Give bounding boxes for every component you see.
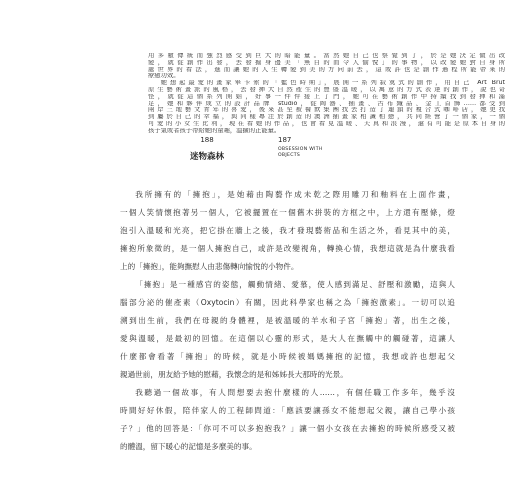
text-line: 溯到出生前，我們在母親的身體裡，是被溫暖的羊水和子宮「擁抱」著，出生之後， bbox=[120, 316, 455, 325]
text-line: 腦部分泌的催產素（Oxytocin）有關，因此科學家也稱之為「擁抱激素」。一切可以追 bbox=[120, 298, 455, 307]
text-line: 孩子氣或者孩子帶給她的童趣，溫擴的正能量。 bbox=[148, 127, 281, 134]
right-page-number: 187 bbox=[278, 136, 292, 144]
text-line: 她想起最愛的畫家畢卡索的「藍色時期」，展開一系列寂寞式的創作，用自己 Art Brut bbox=[160, 80, 505, 87]
text-line: 療癒功效。 bbox=[148, 73, 180, 80]
text-line: 親過世前，朋友給予她的慰藉，我懷念的是和姊姊長大那時的光景。 bbox=[120, 370, 348, 379]
text-line: 愛與溫暖，是最初的回憶。在這個以心靈的形式，是大人在撫觸中的觸碰著，這讓人 bbox=[120, 334, 455, 343]
text-line: 用多數傳統而強烈感受到巨大的暗能量。當然她自己也察覺到了，於是她決定做出改 bbox=[148, 53, 505, 59]
lower-text-block bbox=[120, 186, 455, 456]
text-line: 怪，就從這個系列開始，好事一件件接上了門，她可在藝術創作中持續找到發揮和滿 bbox=[148, 93, 505, 100]
right-running-head-line: OBJECTS bbox=[278, 153, 301, 159]
text-line: 什麼都會看著「擁抱」的時候，就是小時候被媽媽擁抱的記憶，我想或許也想起父 bbox=[120, 352, 455, 361]
text-line: 足，她和夥伴成立的設計品牌 studio，從陶器、插畫、古布織品、金工首飾……都受到 bbox=[148, 100, 505, 107]
upper-text-block bbox=[148, 53, 505, 135]
text-line: 「擁抱」是一種感官的姿態，觸動情緒、愛慕，使人感到滿足、舒壓和激勵，這與人 bbox=[135, 280, 455, 289]
text-line: 時間好好休假，陪伴家人的工程師問道：「應該要讓孫女不能想起父親，讓自己學小孩 bbox=[120, 406, 455, 415]
text-line: 處世界的看法，進而讓她的人生轉變到美的方向前去，這或許也是創作過程所能帶來的 bbox=[148, 66, 505, 73]
text-line: 兩岸三地藝文青年的喜愛，後來甚至被餐飲集團找去打造了連鎖的複合式咖啡店，她更找 bbox=[148, 107, 505, 114]
text-line: 到屬於自己的幸福，與同樣專注於創造的澳洲插畫家相識相戀，共同經營了一個家，一個 bbox=[148, 114, 505, 121]
text-line: 的體溫，留下暖心的記憶是多麼美的事。 bbox=[120, 442, 257, 451]
right-running-head bbox=[278, 147, 323, 160]
left-page-number: 188 bbox=[200, 136, 214, 144]
right-running-head-line: OBSESSION WITH bbox=[278, 147, 323, 152]
text-line: 我聽過一個故事，有人問想要去抱什麼樣的人……，有個任職工作多年，幾乎沒 bbox=[135, 388, 455, 397]
text-line: 我所擁有的「擁抱」，是她藉由陶藝作成未乾之際用雕刀和釉料在上面作畫， bbox=[135, 190, 455, 199]
text-line: 子？」他的回答是：「你可不可以多抱抱我？」讓一個小女孩在去擁抱的時候所感受又被 bbox=[120, 424, 455, 433]
text-line: 一個人笑情懷抱著另一個人，它被擺置在一個舊木拼裝的方框之中，上方還有壓條，燈 bbox=[120, 208, 455, 217]
text-line: 可愛的小女生比利，現在看她的作品，也會看見溫暖、天真和浪漫，還有可能是原本自身的 bbox=[148, 120, 505, 127]
text-line: 變，就從創作出發，去發掘身邊美「無目的而令人愉悅」的事物，以改變她對自身所 bbox=[148, 59, 505, 66]
text-line: 擁抱所象徵的，是一個人擁抱自己，或許是改變視角，轉換心情，我想這就是為什麼我看 bbox=[120, 244, 455, 253]
left-running-head: 迷物森林 bbox=[189, 152, 224, 162]
text-line: 原生藝術畫派的風格，去發揮大自然產生的豐盛溫暖，以寓意的方式表達的創作，說也奇 bbox=[148, 86, 505, 93]
text-line: 泡引入溫暖和光亮，把它掛在牆上之後，我才發現藝術品和生活之外，看見其中的美， bbox=[120, 226, 455, 235]
text-line: 上的「擁抱」，能夠撫慰人由悲傷轉向愉悅的小物件。 bbox=[120, 262, 299, 271]
